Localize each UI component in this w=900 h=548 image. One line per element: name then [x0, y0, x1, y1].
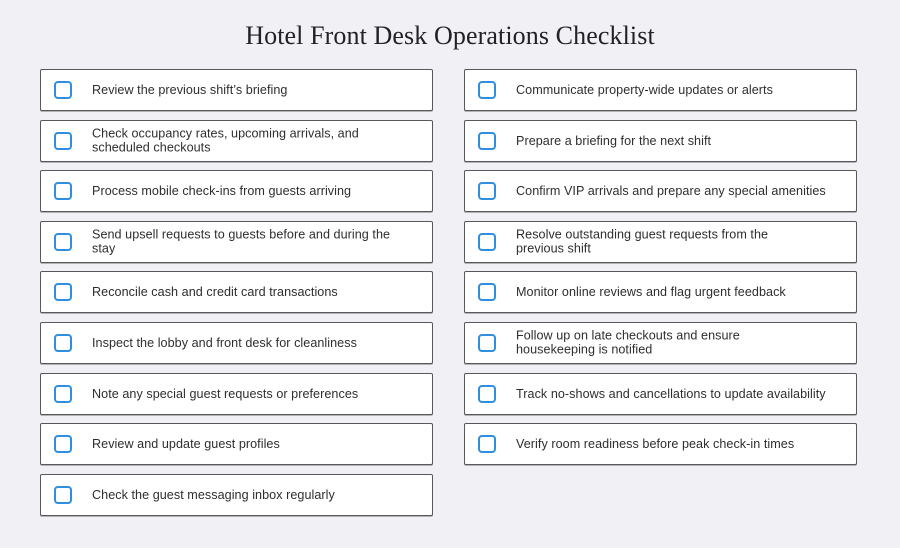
checklist-right-column — [464, 69, 857, 474]
checkbox-icon[interactable] — [54, 81, 72, 99]
checklist-item-label: Inspect the lobby and front desk for cleanliness — [92, 335, 357, 350]
checklist-item-label: Prepare a briefing for the next shift — [516, 133, 712, 148]
checkbox-icon[interactable] — [478, 283, 496, 301]
checklist-item-label: Resolve outstanding guest requests from the previous shift — [516, 227, 769, 256]
checklist-item-label: Review and update guest profiles — [92, 436, 280, 451]
checkbox-icon[interactable] — [478, 233, 496, 251]
checkbox-icon[interactable] — [54, 132, 72, 150]
checkbox-icon[interactable] — [54, 486, 72, 504]
checklist-item[interactable] — [464, 423, 857, 465]
checkbox-icon[interactable] — [54, 283, 72, 301]
checklist-item[interactable] — [464, 221, 857, 263]
checklist-item[interactable] — [464, 271, 857, 313]
checklist-item-label: Review the previous shift’s briefing — [92, 82, 288, 97]
checklist-item-label: Check the guest messaging inbox regularly — [92, 487, 335, 502]
checklist-item-label: Confirm VIP arrivals and prepare any special amenities — [516, 183, 826, 198]
checkbox-icon[interactable] — [54, 233, 72, 251]
checklist-item[interactable] — [40, 271, 433, 313]
checklist-item[interactable] — [40, 221, 433, 263]
checklist-item[interactable] — [464, 120, 857, 162]
checklist-item-label: Communicate property-wide updates or alerts — [516, 82, 773, 97]
checklist-item[interactable] — [464, 373, 857, 415]
checklist-left-column — [40, 69, 433, 524]
checkbox-icon[interactable] — [54, 435, 72, 453]
checklist-item-label: Track no-shows and cancellations to update availability — [516, 386, 826, 401]
checklist-item[interactable] — [464, 170, 857, 212]
checkbox-icon[interactable] — [54, 334, 72, 352]
checklist-item-label: Monitor online reviews and flag urgent feedback — [516, 285, 786, 300]
checklist-item[interactable] — [464, 322, 857, 364]
checklist-item[interactable] — [40, 120, 433, 162]
checklist-item[interactable] — [40, 474, 433, 516]
checkbox-icon[interactable] — [54, 182, 72, 200]
checklist-item-label: Send upsell requests to guests before and during the stay — [92, 227, 391, 256]
checklist-item-label: Process mobile check-ins from guests arriving — [92, 183, 352, 198]
checklist-item-label: Reconcile cash and credit card transactions — [92, 285, 338, 300]
checkbox-icon[interactable] — [54, 385, 72, 403]
checklist-item-label: Follow up on late checkouts and ensure housekeeping is notified — [516, 328, 740, 357]
checkbox-icon[interactable] — [478, 334, 496, 352]
checklist-item[interactable] — [40, 373, 433, 415]
checkbox-icon[interactable] — [478, 182, 496, 200]
checklist-item[interactable] — [40, 322, 433, 364]
checklist-item[interactable] — [40, 423, 433, 465]
checkbox-icon[interactable] — [478, 132, 496, 150]
checklist-item[interactable] — [40, 170, 433, 212]
checklist-item[interactable] — [40, 69, 433, 111]
checklist-item-label: Verify room readiness before peak check-in times — [516, 436, 795, 451]
checklist-item-label: Check occupancy rates, upcoming arrivals, and scheduled checkouts — [92, 126, 359, 155]
checklist-item-label: Note any special guest requests or preferences — [92, 386, 359, 401]
page-title: Hotel Front Desk Operations Checklist — [245, 21, 655, 50]
checkbox-icon[interactable] — [478, 435, 496, 453]
checklist-item[interactable] — [464, 69, 857, 111]
checkbox-icon[interactable] — [478, 385, 496, 403]
checkbox-icon[interactable] — [478, 81, 496, 99]
